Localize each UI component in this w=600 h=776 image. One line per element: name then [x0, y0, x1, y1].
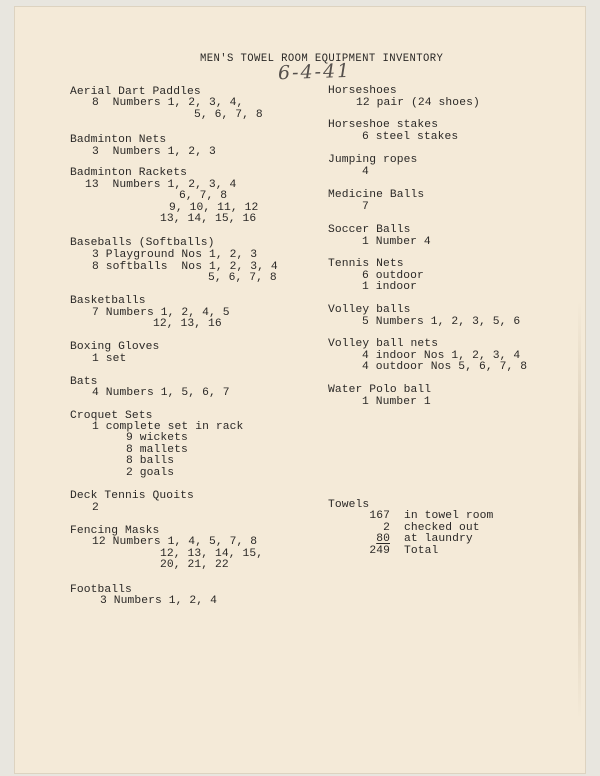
- item-heading-water-polo-ball: Water Polo ball: [328, 384, 432, 396]
- item-heading-bats: Bats: [70, 376, 98, 388]
- item-detail: 6 steel stakes: [362, 131, 459, 143]
- item-heading-jumping-ropes: Jumping ropes: [328, 154, 418, 166]
- item-detail: 1 Number 4: [362, 236, 431, 248]
- item-detail: 12 Numbers 1, 4, 5, 7, 8: [92, 536, 258, 548]
- item-detail: 20, 21, 22: [160, 559, 229, 571]
- item-detail: 5, 6, 7, 8: [208, 272, 277, 284]
- item-heading-boxing-gloves: Boxing Gloves: [70, 341, 160, 353]
- item-detail: 1 set: [92, 353, 127, 365]
- item-detail: 3 Numbers 1, 2, 3: [92, 146, 216, 158]
- item-heading-tennis-nets: Tennis Nets: [328, 258, 404, 270]
- document-title: MEN'S TOWEL ROOM EQUIPMENT INVENTORY: [200, 53, 444, 65]
- item-detail: 1 Number 1: [362, 396, 431, 408]
- item-detail: 12 pair (24 shoes): [356, 97, 480, 109]
- item-detail: 1 complete set in rack: [92, 421, 244, 433]
- item-detail: 13, 14, 15, 16: [160, 213, 257, 225]
- item-detail: 6 outdoor: [362, 270, 424, 282]
- item-detail: 5 Numbers 1, 2, 3, 5, 6: [362, 316, 521, 328]
- item-heading-horseshoes: Horseshoes: [328, 85, 397, 97]
- item-heading-croquet-sets: Croquet Sets: [70, 410, 153, 422]
- item-detail: 7 Numbers 1, 2, 4, 5: [92, 307, 230, 319]
- item-heading-deck-tennis-quoits: Deck Tennis Quoits: [70, 490, 194, 502]
- page-edge-shadow: [578, 300, 581, 720]
- item-detail: 2 goals: [126, 467, 175, 479]
- item-detail: 9, 10, 11, 12: [169, 202, 259, 214]
- towel-label: in towel room: [404, 510, 494, 522]
- item-detail: 8 Numbers 1, 2, 3, 4,: [92, 97, 244, 109]
- item-detail: 4 indoor Nos 1, 2, 3, 4: [362, 350, 521, 362]
- item-heading-badminton-nets: Badminton Nets: [70, 134, 167, 146]
- item-heading-aerial-dart-paddles: Aerial Dart Paddles: [70, 86, 201, 98]
- item-heading-medicine-balls: Medicine Balls: [328, 189, 425, 201]
- item-detail: 7: [362, 201, 369, 213]
- item-detail: 12, 13, 16: [153, 318, 222, 330]
- item-heading-badminton-rackets: Badminton Rackets: [70, 167, 187, 179]
- item-heading-volley-ball-nets: Volley ball nets: [328, 338, 439, 350]
- towel-total-label: Total: [404, 545, 439, 557]
- item-heading-soccer-balls: Soccer Balls: [328, 224, 411, 236]
- item-heading-volley-balls: Volley balls: [328, 304, 411, 316]
- towel-label: checked out: [404, 522, 480, 534]
- item-detail: 8 softballs Nos 1, 2, 3, 4: [92, 261, 278, 273]
- item-heading-baseballs: Baseballs (Softballs): [70, 237, 215, 249]
- item-heading-footballs: Footballs: [70, 584, 132, 596]
- item-detail: 3 Playground Nos 1, 2, 3: [92, 249, 258, 261]
- item-detail: 3 Numbers 1, 2, 4: [100, 595, 217, 607]
- item-detail: 5, 6, 7, 8: [194, 109, 263, 121]
- towel-count: 2: [383, 522, 390, 534]
- item-detail: 8 balls: [126, 455, 175, 467]
- towel-count-underlined: 80: [376, 533, 390, 545]
- item-detail: 2: [92, 502, 99, 514]
- towel-count: 167: [369, 510, 390, 522]
- item-detail: 12, 13, 14, 15,: [160, 548, 264, 560]
- item-detail: 4: [362, 166, 369, 178]
- towel-total-count: 249: [369, 545, 390, 557]
- item-heading-basketballs: Basketballs: [70, 295, 146, 307]
- towels-heading: Towels: [328, 499, 370, 511]
- item-detail: 4 Numbers 1, 5, 6, 7: [92, 387, 230, 399]
- handwritten-date: 6-4-41: [277, 59, 352, 85]
- item-heading-fencing-masks: Fencing Masks: [70, 525, 160, 537]
- item-detail: 9 wickets: [126, 432, 188, 444]
- item-detail: 13 Numbers 1, 2, 3, 4: [85, 179, 237, 191]
- item-detail: 6, 7, 8: [179, 190, 228, 202]
- item-detail: 4 outdoor Nos 5, 6, 7, 8: [362, 361, 528, 373]
- item-detail: 8 mallets: [126, 444, 188, 456]
- item-heading-horseshoe-stakes: Horseshoe stakes: [328, 119, 439, 131]
- towel-label: at laundry: [404, 533, 473, 545]
- item-detail: 1 indoor: [362, 281, 418, 293]
